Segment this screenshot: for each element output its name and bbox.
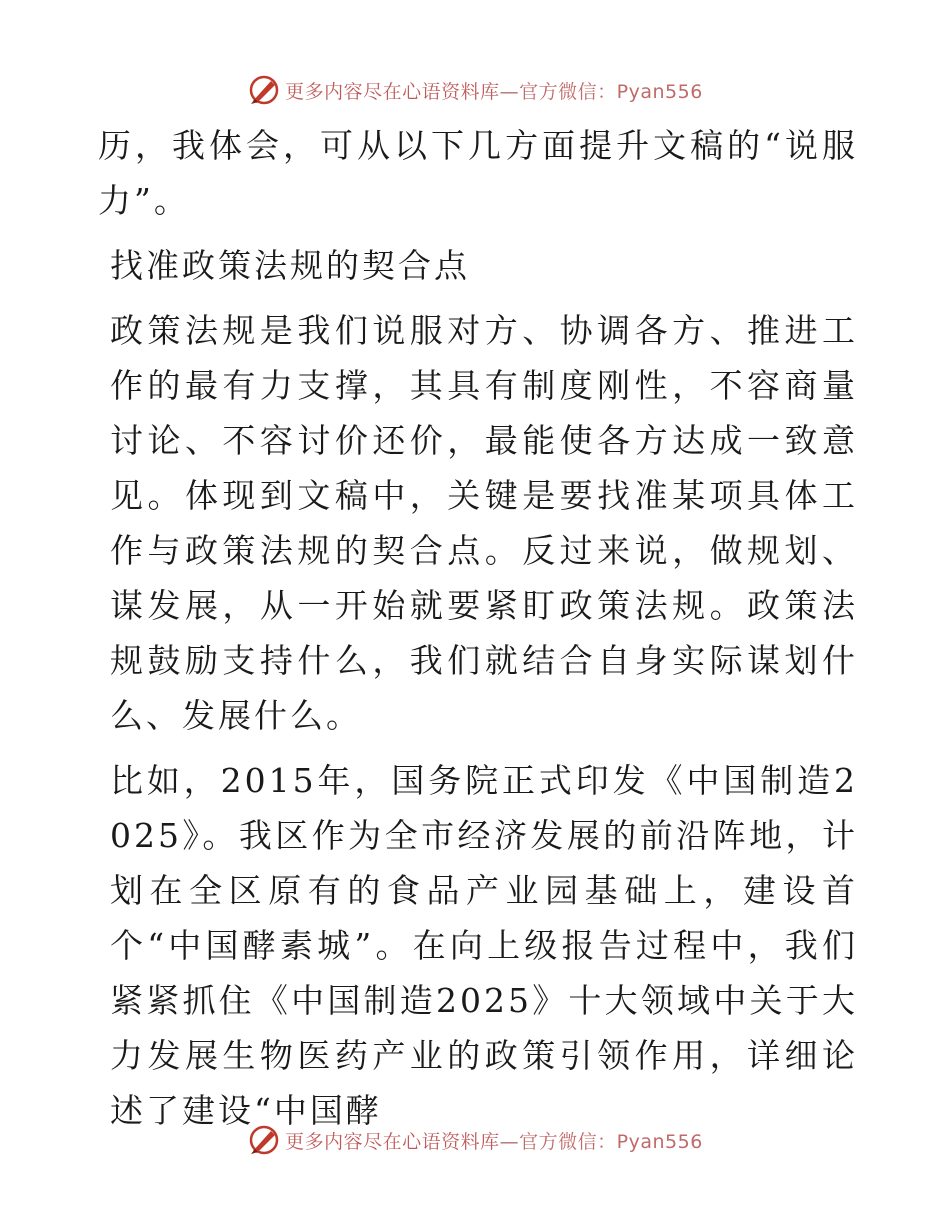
pen-logo-icon [247,73,281,107]
paragraph-example: 比如，2015年，国务院正式印发《中国制造2025》。我区作为全市经济发展的前沿阵地，计划在全区原有的食品产业园基础上，建设首个“中国酵素城”。在向上级报告过程中，我们紧紧抓住《中国制造2025》十大领域中关于大力发展生物医药产业的政策引领作用，详细论述了建设“中国酵 [110,761,858,1130]
paragraph-policy: 政策法规是我们说服对方、协调各方、推进工作的最有力支撑，其具有制度刚性，不容商量讨论、不容讨价还价，最能使各方达成一致意见。体现到文稿中，关键是要找准某项具体工作与政策法规的契合点。反过来说，做规划、谋发展，从一开始就要紧盯政策法规。政策法规鼓励支持什么，我们就结合自身实际谋划什么、发展什么。 [110,311,858,735]
footer-banner [0,1120,950,1160]
banner-main-text: 更多内容尽在心语资料库 [285,1130,500,1153]
pen-logo-icon [247,1123,281,1157]
banner-separator: — [499,80,520,103]
banner-text [285,1127,703,1154]
header-banner [0,70,950,110]
document-body [98,118,858,1138]
banner-main-text: 更多内容尽在心语资料库 [285,80,500,103]
paragraph-intro-tail: 历，我体会，可从以下几方面提升文稿的“说服力”。 [98,126,858,220]
banner-separator: — [499,1130,520,1153]
banner-text [285,77,703,104]
section-heading: 找准政策法规的契合点 [110,246,470,285]
banner-wechat-text: 官方微信：Pyan556 [519,1130,703,1153]
banner-wechat-text: 官方微信：Pyan556 [519,80,703,103]
